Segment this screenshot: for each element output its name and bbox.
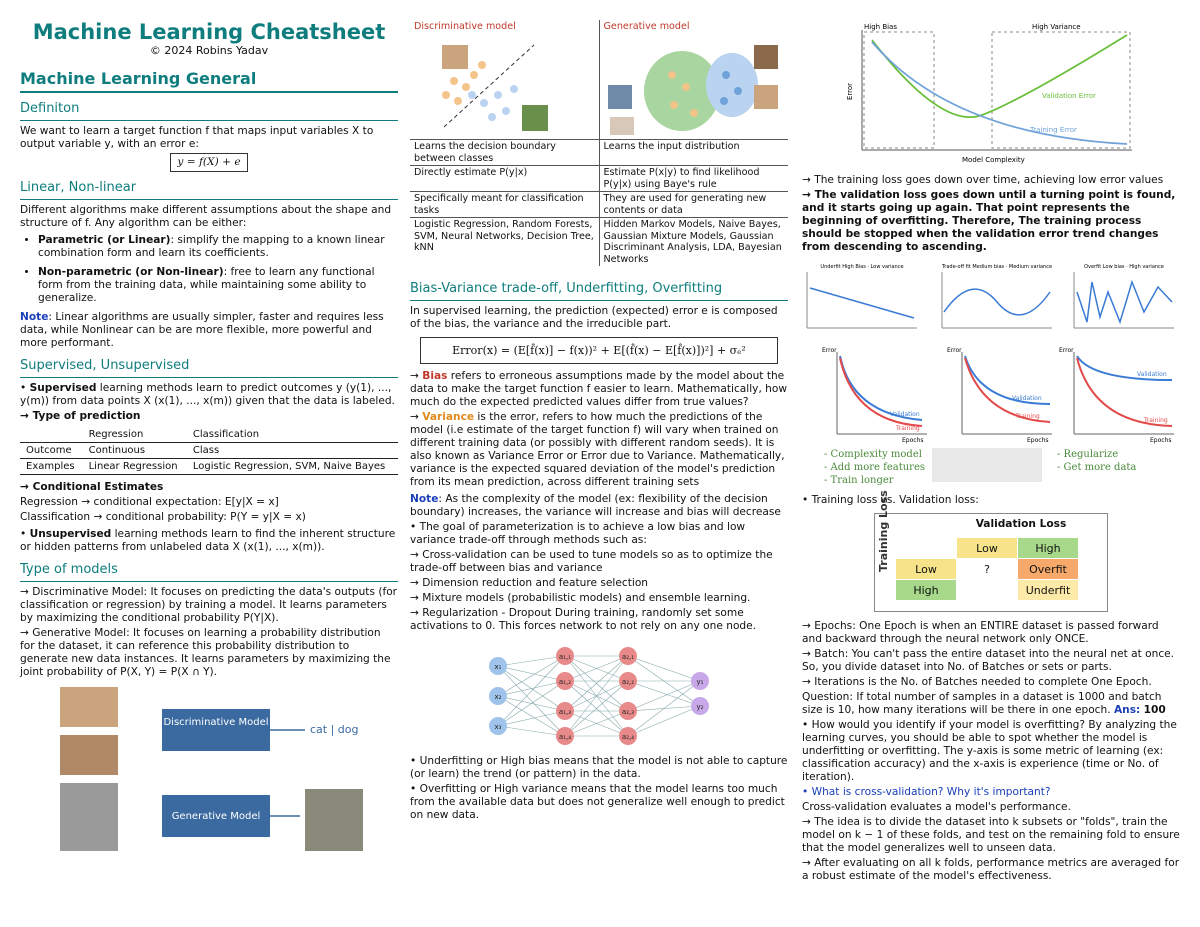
linear-note [20, 311, 398, 350]
cv-question: • What is cross-validation? Why it's important? [802, 786, 1051, 798]
learning-curve-plots [802, 344, 1180, 444]
table-cell: Learns the decision boundary between classes [410, 140, 599, 166]
lc-y-label: Error [947, 347, 962, 354]
table-row [20, 427, 398, 443]
dog-photo [522, 105, 548, 131]
list-item [38, 234, 398, 260]
method-item: → Cross-validation can be used to tune models so as to optimize the trade-off between bias and variance [410, 549, 773, 574]
node-label: a₂,₂ [621, 678, 635, 686]
table-cell: Classification [192, 429, 260, 440]
error-equation: Error(x) = (E[f̂(x)] − f(x))² + E[(f̂(x) − E[f̂(x)])²] + σₑ² [420, 337, 778, 364]
discriminative-box-label: Discriminative Model [163, 717, 269, 728]
disc-gen-table [410, 20, 788, 266]
lc-val-label: Validation [1137, 371, 1167, 378]
fix-item: - Regularize [1057, 449, 1119, 460]
placeholder-box [932, 448, 1042, 482]
table-cell [957, 580, 1018, 601]
answer-label: Ans: [1113, 704, 1141, 716]
table-cell [410, 34, 599, 140]
heading-linear: Linear, Non-linear [20, 179, 398, 200]
node-label: x₃ [494, 723, 502, 731]
heading-definition: Definiton [20, 100, 398, 121]
variance-desc: is the error, refers to how much the predictions of the model (i.e estimate of the target function f) will vary when trained on different training data (or possibly with different random seeds). It is also known as Variance Error or Error due to Variance. Mathematically, variance is the expected squared deviation of the model's prediction from its mean prediction, across different training sets [410, 411, 785, 488]
table-header: Discriminative model [410, 20, 599, 34]
table-row [410, 20, 788, 34]
cluster-blue [706, 53, 758, 117]
node-label: x₂ [494, 693, 502, 701]
output-label: cat | dog [310, 723, 359, 736]
note-label: Note [20, 311, 49, 323]
table-row [410, 166, 788, 192]
prediction-table [20, 427, 398, 475]
fixes-left [824, 448, 925, 487]
table-row [410, 218, 788, 267]
lc-y-label: Error [822, 347, 837, 354]
table-cell: High [1018, 538, 1079, 559]
overfitting-text: • Overfitting or High variance means that the model learns too much from the available data but does not generalize well enough to predict on new data. [410, 783, 785, 821]
parametric-label: Parametric (or Linear) [38, 234, 171, 246]
overfit-plot [1074, 264, 1174, 328]
conditional-regression: Regression → conditional expectation: E[y|X = x] [20, 496, 279, 508]
cat-photo [60, 687, 118, 727]
discriminative-box [162, 709, 270, 751]
table-cell [896, 538, 957, 559]
nonparametric-text: : free to learn any functional form from the training data, while maintaining some ability to generalize. [38, 266, 375, 304]
noise-image [60, 783, 118, 851]
table-row [20, 443, 398, 459]
node-label: a₁,₂ [558, 678, 572, 686]
node-label: a₁,₁ [558, 653, 572, 661]
method-item: → Dimension reduction and feature selection [410, 577, 649, 589]
dog-photo [754, 85, 778, 109]
linear-list [38, 234, 398, 305]
lc-train-label: Training [1144, 417, 1168, 424]
table-cell: Regression [88, 429, 144, 440]
answer-value: 100 [1143, 704, 1166, 716]
generated-cat-photo [305, 789, 363, 851]
nonparametric-label: Non-parametric (or Non-linear) [38, 266, 224, 278]
tvl-intro: • Training loss vs. Validation loss: [802, 494, 979, 506]
high-bias-region [864, 32, 934, 148]
fit-label: Overfit Low bias · High variance [1084, 264, 1164, 270]
heading-bias-variance: Bias-Variance trade-off, Underfitting, Overfitting [410, 280, 788, 301]
table-cell: Class [192, 445, 220, 456]
note-text: : As the complexity of the model (ex: flexibility of the decision boundary) increases, the variance will increase and bias will decrease [410, 493, 781, 518]
unsupervised-label: Unsupervised [29, 528, 112, 540]
learning-curve-2 [947, 347, 1052, 444]
column-3 [802, 0, 1180, 885]
heading-supervised: Supervised, Unsupervised [20, 357, 398, 378]
table-row [410, 192, 788, 218]
question-text [802, 691, 1180, 717]
high-bias-label: High Bias [864, 23, 897, 31]
table-cell [599, 34, 788, 140]
generative-plot [604, 35, 784, 135]
bias-desc: refers to erroneous assumptions made by the model about the data to make the target function f easier to learn. Mathematically, how much do the expected predicted values differ from true values? [410, 370, 788, 408]
table-cell: Logistic Regression, Random Forests, SVM, Neural Networks, Decision Tree, kNN [410, 218, 599, 267]
table-cell: Linear Regression [88, 461, 178, 472]
matrix-side-label: Training Loss [877, 490, 890, 572]
node-label: y₁ [696, 678, 704, 686]
linear-intro: Different algorithms make different assumptions about the shape and structure of f. Any algorithm can be either: [20, 204, 392, 229]
fix-item: - Train longer [824, 475, 894, 486]
note-text: : Linear algorithms are usually simpler, faster and requires less data, while Nonlinear can be are more flexible, more powerful and more performant. [20, 311, 384, 349]
bias-intro: In supervised learning, the prediction (expected) error e is composed of the bias, the variance and the irreducible part. [410, 305, 778, 330]
fixes-right [1057, 448, 1136, 474]
lc-x-label: Epochs [902, 437, 924, 444]
section-ml-general: Machine Learning General [20, 69, 398, 93]
table-cell [20, 427, 83, 443]
unsupervised-text: • Unsupervised learning methods learn to find the inherent structure or hidden patterns from unlabeled data X (x(1), ..., x(m)). [20, 528, 396, 553]
type-of-prediction: → Type of prediction [20, 410, 141, 422]
fix-item: - Get more data [1057, 462, 1137, 473]
table-cell: Learns the input distribution [599, 140, 788, 166]
high-variance-label: High Variance [1032, 23, 1081, 31]
fix-item: - Add more features [824, 462, 926, 473]
heading-models: Type of models [20, 561, 398, 582]
conditional-heading: → Conditional Estimates [20, 481, 164, 493]
overfit-question: • How would you identify if your model is overfitting? By analyzing the learning curves, you should be able to spot whether the model is underfitting or overfitting. The y-axis is some metric of learning (ex: classification accuracy) and the x-axis is experience (time or No. of iteration). [802, 719, 1177, 783]
validation-error-curve [872, 35, 1127, 117]
table-row [896, 538, 1079, 559]
cv-text-1: Cross-validation evaluates a model's performance. [802, 801, 1071, 813]
generative-text: → Generative Model: It focuses on learning a probability distribution for the dataset, it can reference this probability distribution to generate new data instances. It learns parameters by maximizing the joint probability of P(X, Y) = P(X ∩ Y). [20, 627, 391, 678]
cv-text-2: → The idea is to divide the dataset into k subsets or "folds", train the model on k − 1 of these folds, and test on the remaining fold to ensure that the model generalizes well to unseen data. [802, 816, 1180, 854]
page-title: Machine Learning Cheatsheet [32, 20, 386, 44]
dog-photo [60, 735, 118, 775]
parametric-text: : simplify the mapping to a known linear combination form and learn its coefficients. [38, 234, 385, 259]
fix-item: - Complexity model [824, 449, 922, 460]
table-row [896, 559, 1079, 580]
training-loss-text: → The training loss goes down over time, achieving low error values [802, 174, 1164, 186]
training-error-label: Training Error [1030, 126, 1077, 134]
learning-curve-1 [822, 347, 927, 444]
cv-text-3: → After evaluating on all k folds, performance metrics are averaged for a robust estimate of the model's effectiveness. [802, 857, 1180, 882]
table-header: Generative model [603, 21, 690, 32]
table-cell: ? [957, 559, 1018, 580]
list-item [38, 266, 398, 305]
iterations-text: → Iterations is the No. of Batches needed to complete One Epoch. [802, 676, 1152, 688]
conditional-classification: Classification → conditional probability: P(Y = y|X = x) [20, 511, 306, 523]
cat-photo [610, 117, 634, 135]
table-cell: Low [957, 538, 1018, 559]
matrix-table [895, 537, 1079, 601]
discriminative-plot [414, 35, 594, 135]
epochs-text: → Epochs: One Epoch is when an ENTIRE dataset is passed forward and backward through the neural network only ONCE. [802, 620, 1159, 645]
lc-x-label: Epochs [1027, 437, 1049, 444]
discriminative-text: → Discriminative Model: It focuses on predicting the data's outputs (for classification or regression) by training a model. It learns parameters by maximizing the conditional probability P(Y|X). [20, 586, 398, 624]
node-label: a₁,₃ [558, 708, 572, 716]
bias-variance-curve [802, 20, 1180, 170]
table-cell: Underfit [1018, 580, 1079, 601]
tradeoff-plot [941, 264, 1052, 328]
variance-label: Variance [422, 411, 475, 423]
node-label: a₂,₁ [621, 653, 635, 661]
matrix-title: Validation Loss [975, 518, 1067, 530]
cat-photo [608, 85, 632, 109]
table-cell: Estimate P(x|y) to find likelihood P(y|x) using Baye's rule [599, 166, 788, 192]
node-label: x₁ [494, 663, 502, 671]
batch-text: → Batch: You can't pass the entire dataset into the neural net at once. So, you divide dataset into No. of Batches or sets or parts. [802, 648, 1175, 673]
table-cell: Outcome [26, 445, 72, 456]
copyright: © 2024 Robins Yadav [149, 44, 269, 57]
model-types-diagram [20, 685, 398, 855]
fix-suggestions [802, 448, 1180, 488]
table-cell: Directly estimate P(y|x) [410, 166, 599, 192]
lc-y-label: Error [1059, 347, 1074, 354]
definition-equation: y = f(X) + e [170, 153, 247, 172]
table-row [20, 459, 398, 475]
fit-label: Trade-off fit Medium bias · Medium variance [941, 264, 1053, 270]
generative-box-label: Generative Model [171, 811, 261, 822]
lc-train-label: Training [1016, 413, 1040, 420]
node-label: a₂,₃ [621, 708, 635, 716]
fit-label: Underfit High Bias · Low variance [820, 264, 904, 270]
lc-val-label: Validation [1012, 395, 1042, 402]
neural-network-diagram [410, 641, 788, 751]
cat-photo [442, 45, 468, 69]
table-cell: They are used for generating new contents or data [599, 192, 788, 218]
table-cell: Overfit [1018, 559, 1079, 580]
table-cell: Continuous [88, 445, 146, 456]
y-axis-label: Error [846, 82, 854, 100]
lc-train-label: Training [896, 425, 920, 432]
supervised-desc: learning methods learn to predict outcomes y (y(1), ..., y(m)) from data points X (x(1), ..., x(m)) given that the data is labeled. [20, 382, 395, 407]
lc-x-label: Epochs [1150, 437, 1172, 444]
node-label: a₁,₄ [558, 733, 572, 741]
goal-text: • The goal of parameterization is to achieve a low bias and low variance trade-off through methods such as: [410, 521, 746, 546]
underfitting-text: • Underfitting or High bias means that the model is not able to capture (or learn) the trend (or pattern) in the data. [410, 755, 788, 780]
x-axis-label: Model Complexity [962, 156, 1025, 164]
underfit-plot [807, 264, 917, 328]
method-item: → Mixture models (probabilistic models) and ensemble learning. [410, 592, 751, 604]
note-label: Note [410, 493, 439, 505]
table-cell: Low [896, 559, 957, 580]
question-body: Question: If total number of samples in a dataset is 1000 and batch size is 10, how many iterations will be there in one epoch. [802, 691, 1162, 716]
table-cell: Examples [26, 461, 75, 472]
table-cell: Logistic Regression, SVM, Naive Bayes [192, 461, 386, 472]
bias-label: Bias [422, 370, 448, 382]
bias-text: → Bias refers to erroneous assumptions made by the model about the data to make the target function f easier to learn. Mathematically, how much do the expected predicted values differ from true values? [410, 370, 788, 408]
method-item: → Regularization - Dropout During training, randomly set some activations to 0. This forces network to not rely on any one node. [410, 607, 757, 632]
lc-val-label: Validation [890, 411, 920, 418]
table-cell: Hidden Markov Models, Naive Bayes, Gaussian Mixture Models, Gaussian Discriminant Analysis, LDA, Bayesian Networks [599, 218, 788, 267]
supervised-text: • Supervised learning methods learn to predict outcomes y (y(1), ..., y(m)) from data points X (x(1), ..., x(m)) given that the data is labeled. [20, 382, 395, 407]
validation-error-label: Validation Error [1042, 92, 1096, 100]
table-cell: Specifically meant for classification tasks [410, 192, 599, 218]
node-label: a₂,₄ [621, 733, 635, 741]
column-2 [410, 0, 788, 824]
learning-curve-3 [1059, 347, 1174, 444]
table-cell: High [896, 580, 957, 601]
validation-loss-text: → The validation loss goes down until a turning point is found, and it starts going up again. That point represents the beginning of overfitting. Therefore, The training process should be stopped when the validation error trend changes from descending to ascending. [802, 189, 1176, 253]
supervised-label: Supervised [29, 382, 97, 394]
fit-plots [802, 262, 1180, 332]
variance-text: → Variance is the error, refers to how much the predictions of the model (i.e estimate of the target function f) will vary when trained on different training data (or possibly with different random seeds). It is also known as Variance Error or Error due to Variance. Mathematically, variance is the expected squared deviation of the model's prediction from its mean prediction, across different training sets [410, 411, 785, 488]
bias-note [410, 493, 788, 519]
column-1 [20, 0, 398, 859]
table-row [410, 34, 788, 140]
table-row [410, 140, 788, 166]
dog-photo [754, 45, 778, 69]
unsupervised-desc: learning methods learn to find the inherent structure or hidden patterns from unlabeled data X (x(1), ..., x(m)). [20, 528, 396, 553]
table-row [896, 580, 1079, 601]
node-label: y₂ [696, 703, 704, 711]
definition-text: We want to learn a target function f that maps input variables X to output variable y, with an error e: [20, 125, 374, 150]
